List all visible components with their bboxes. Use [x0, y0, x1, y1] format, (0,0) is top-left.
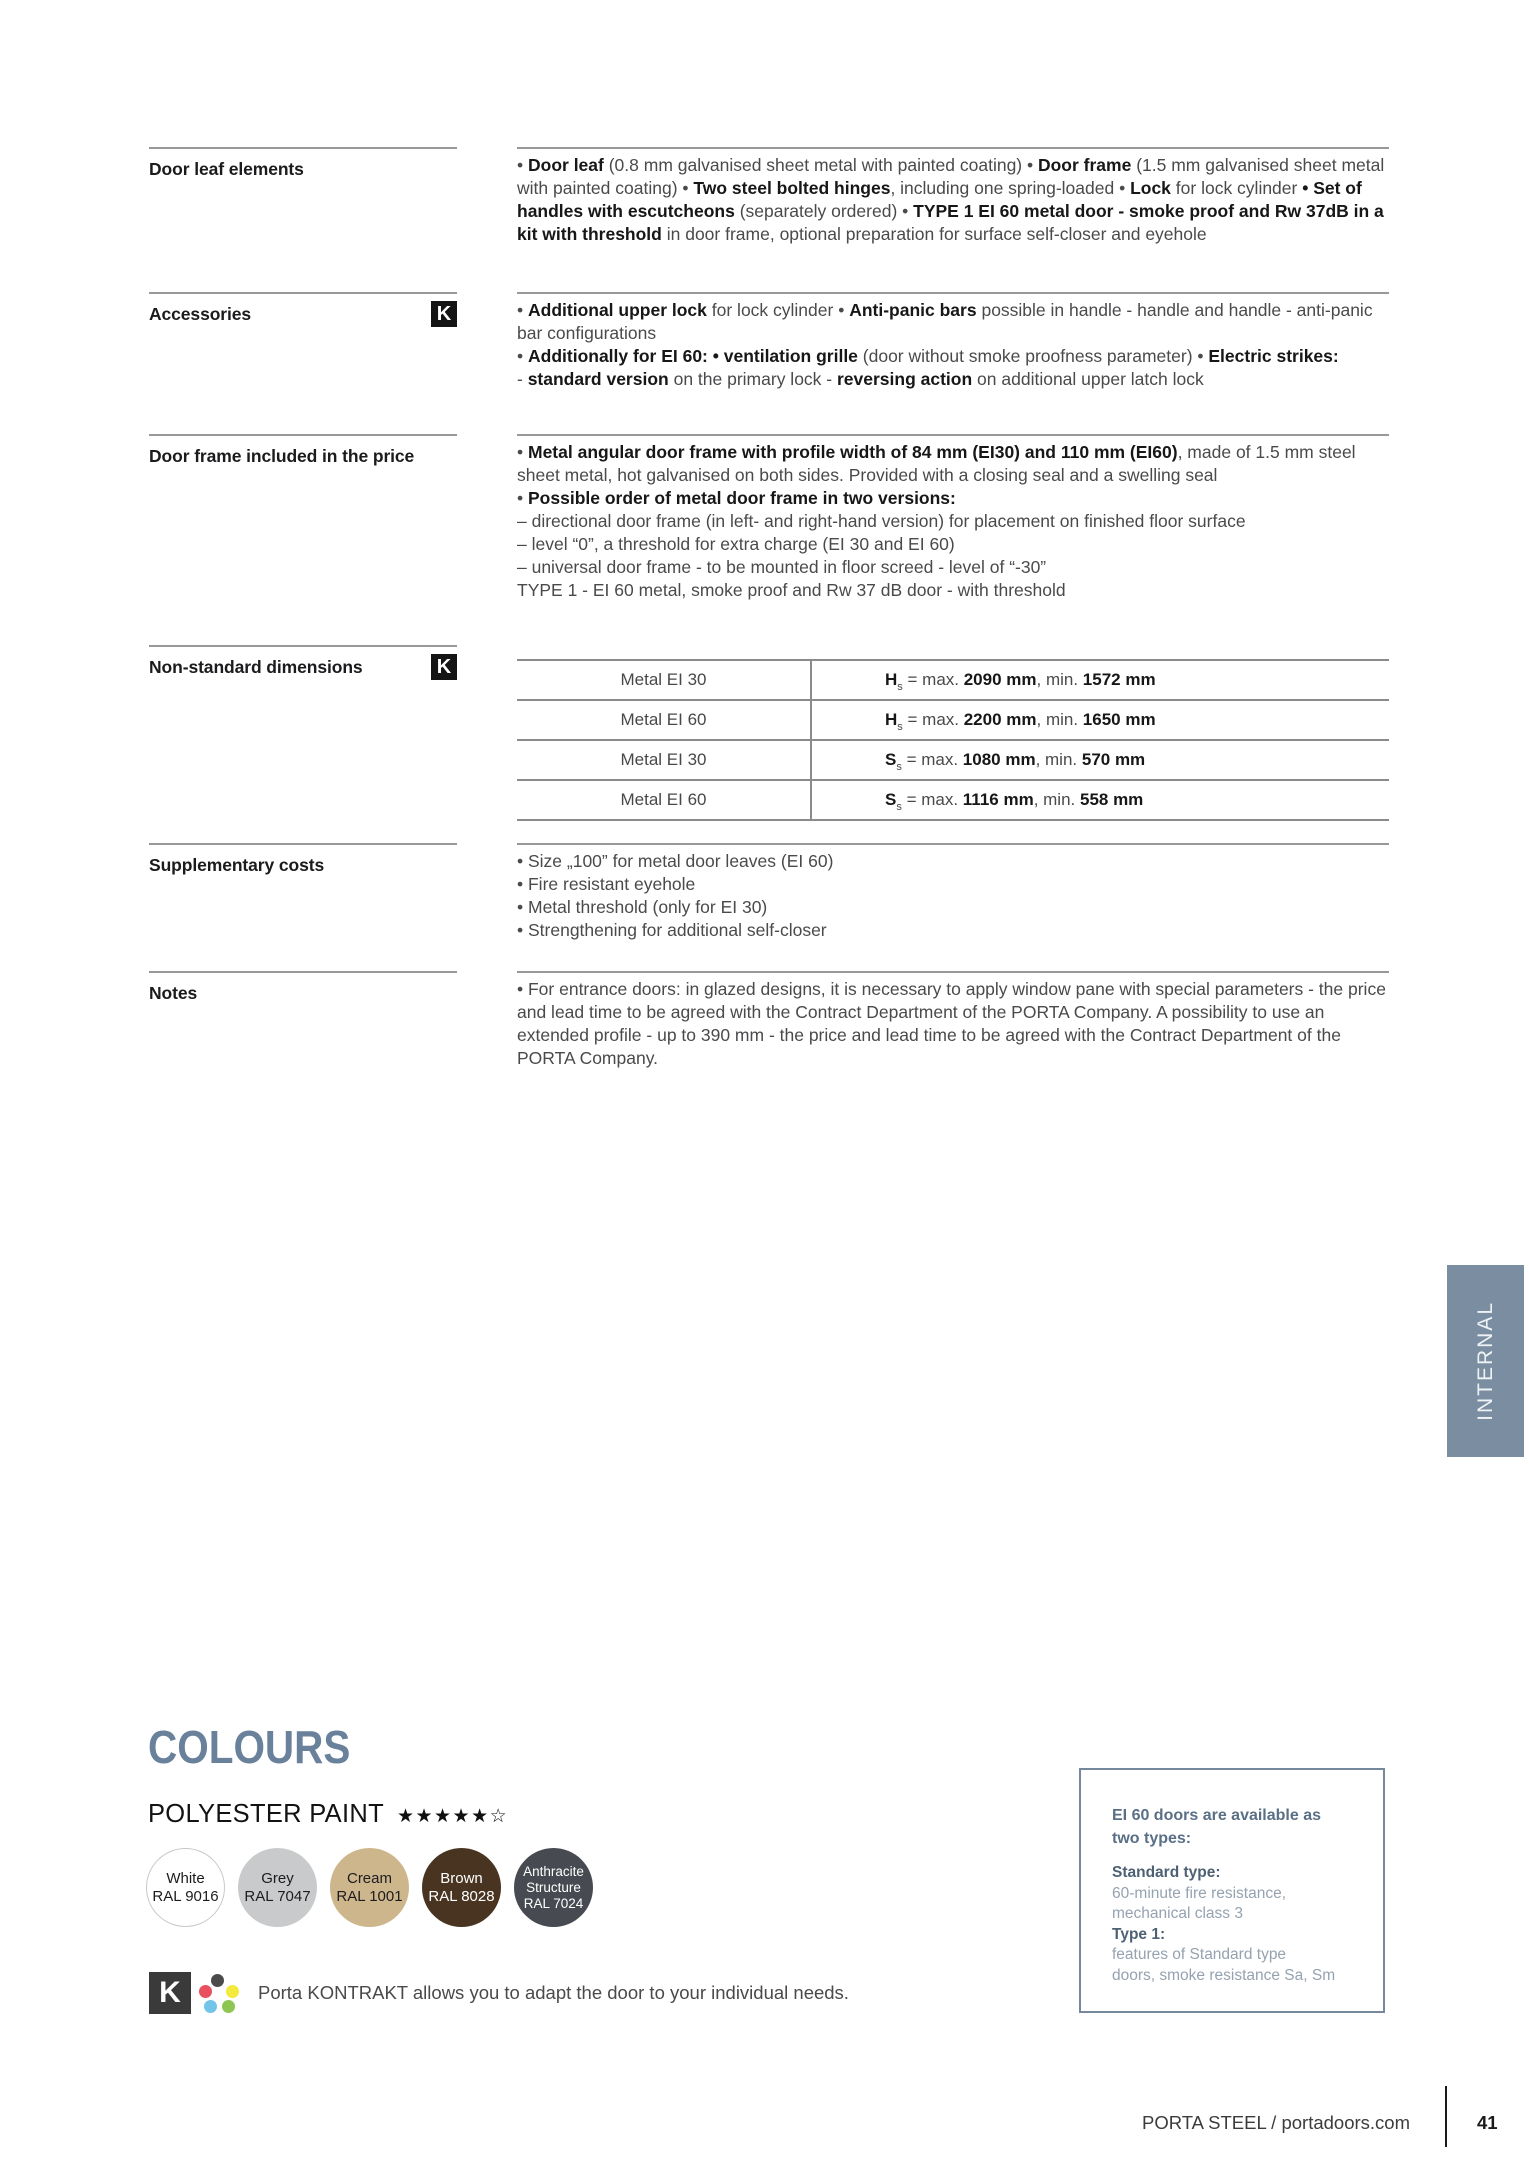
text-run: •	[517, 300, 528, 320]
text-run: • Size „100” for metal door leaves (EI 60)	[517, 851, 834, 871]
text-run: (1.5 mm galvanised sheet metal with painted coating) •	[517, 155, 1385, 198]
section-body-rule	[517, 147, 1389, 149]
text-run: Electric strikes:	[1208, 346, 1339, 366]
section-label: Notes	[149, 983, 198, 1003]
section-label-row	[149, 973, 457, 1004]
text-run: on the primary lock -	[668, 369, 837, 389]
swatch-label-line: RAL 7047	[244, 1887, 311, 1905]
text-run: on additional upper latch lock	[972, 369, 1204, 389]
dimension-symbol: H	[885, 710, 898, 729]
formula	[885, 670, 1156, 693]
kontrakt-note: Porta KONTRAKT allows you to adapt the door to your individual needs.	[258, 1982, 849, 2003]
min-label: , min.	[1036, 710, 1083, 729]
text-run: •	[517, 488, 528, 508]
min-value: 558 mm	[1079, 790, 1144, 809]
text-run: – universal door frame - to be mounted in floor screed - level of “-30”	[517, 557, 1047, 577]
text-run: Additionally for EI 60: • ventilation grille	[528, 346, 858, 366]
min-label: , min.	[1036, 670, 1083, 689]
footer-page-number: 41	[1477, 2112, 1498, 2133]
section-body	[517, 292, 1389, 391]
dimension-subscript: s	[896, 761, 902, 773]
paragraph	[517, 556, 1389, 579]
max-value: 2200 mm	[963, 710, 1037, 729]
section-body	[517, 147, 1389, 246]
text-run: (separately ordered) •	[734, 201, 914, 221]
paint-rating-stars: ★★★★★☆	[396, 1805, 509, 1827]
text-run: Door leaf	[528, 155, 604, 175]
text-run: for lock cylinder	[1170, 178, 1303, 198]
text-run: – directional door frame (in left- and right-hand version) for placement on finished floor surface	[517, 511, 1246, 531]
text-run: , including one spring-loaded •	[890, 178, 1131, 198]
formula-cell	[812, 781, 1389, 819]
dimension-symbol: S	[885, 790, 897, 809]
section-label-col	[149, 645, 457, 680]
dot-left	[199, 1985, 212, 1998]
ei60-info-box	[1079, 1768, 1385, 2013]
colour-swatch	[330, 1848, 409, 1927]
info-item-line: mechanical class 3	[1112, 1905, 1243, 1922]
swatch-label-line: RAL 8028	[428, 1887, 495, 1905]
colour-swatch-row	[146, 1848, 593, 1927]
text-run: • Set of handles with escutcheons	[517, 178, 1362, 221]
material-cell: Metal EI 30	[517, 741, 812, 779]
colour-swatch	[238, 1848, 317, 1927]
colours-heading: COLOURS	[148, 1721, 351, 1773]
min-value: 1650 mm	[1082, 710, 1156, 729]
paragraph	[517, 368, 1389, 391]
max-label: = max.	[901, 750, 963, 769]
swatch-label-line: Structure	[526, 1879, 581, 1895]
dot-bottom-right	[222, 2000, 235, 2013]
text-run: for lock cylinder •	[706, 300, 850, 320]
info-item-label: Type 1:	[1112, 1925, 1166, 1943]
kontrakt-badge-icon: K	[431, 654, 457, 680]
section-label: Supplementary costs	[149, 855, 325, 875]
dimension-subscript: s	[896, 801, 902, 813]
text-run: Additional upper lock	[528, 300, 707, 320]
side-tab-internal	[1447, 1265, 1524, 1457]
material-cell: Metal EI 60	[517, 781, 812, 819]
text-run: possible in handle - handle and handle - anti-panic bar configurations	[517, 300, 1373, 343]
swatch-label-line: RAL 9016	[152, 1887, 219, 1905]
section-label: Non-standard dimensions	[149, 657, 363, 677]
paragraph	[517, 510, 1389, 533]
section-body-rule	[517, 292, 1389, 294]
swatch-label-line: Anthracite	[523, 1863, 584, 1879]
dimension-symbol: H	[885, 670, 898, 689]
table-row	[517, 701, 1389, 741]
paragraph	[517, 441, 1389, 487]
section-label: Door frame included in the price	[149, 446, 415, 466]
paragraph	[517, 299, 1389, 345]
info-box-heading	[1112, 1804, 1363, 1850]
text-run: Door frame	[1037, 155, 1132, 175]
text-run: • Fire resistant eyehole	[517, 874, 696, 894]
paragraph	[517, 345, 1389, 368]
swatch-label-line: White	[166, 1870, 205, 1887]
material-cell: Metal EI 30	[517, 661, 812, 699]
table-row	[517, 781, 1389, 821]
material-cell: Metal EI 60	[517, 701, 812, 739]
min-value: 1572 mm	[1082, 670, 1156, 689]
min-label: , min.	[1033, 790, 1080, 809]
text-run: Lock	[1130, 178, 1171, 198]
paragraph	[517, 154, 1389, 246]
section-body	[517, 843, 1389, 942]
section-label-row	[149, 845, 457, 876]
min-value: 570 mm	[1081, 750, 1146, 769]
section-label-row	[149, 436, 457, 467]
paragraph	[517, 919, 1389, 942]
info-item-line: features of Standard type	[1112, 1946, 1287, 1963]
text-run: standard version	[527, 369, 669, 389]
formula	[885, 750, 1146, 773]
max-value: 1080 mm	[962, 750, 1036, 769]
table-row	[517, 661, 1389, 701]
swatch-label-line: RAL 1001	[336, 1887, 403, 1905]
text-run: (0.8 mm galvanised sheet metal with painted coating) •	[603, 155, 1038, 175]
footer-divider	[1445, 2086, 1447, 2147]
text-run: •	[517, 442, 528, 462]
kontrakt-badge-icon: K	[431, 301, 457, 327]
polyester-paint-label: POLYESTER PAINT	[148, 1800, 384, 1828]
side-tab-label: INTERNAL	[1473, 1301, 1497, 1421]
formula-cell	[812, 661, 1389, 699]
info-item-line: doors, smoke resistance Sa, Sm	[1112, 1966, 1336, 1984]
text-run: Anti-panic bars	[849, 300, 977, 320]
paragraph	[517, 533, 1389, 556]
text-run: •	[517, 155, 528, 175]
text-run: in door frame, optional preparation for surface self-closer and eyehole	[661, 224, 1207, 244]
paragraph	[517, 896, 1389, 919]
text-run: reversing action	[836, 369, 973, 389]
text-run: -	[517, 369, 528, 389]
max-value: 1116 mm	[962, 790, 1034, 809]
section-label-col	[149, 843, 457, 876]
text-run: • Metal threshold (only for EI 30)	[517, 897, 768, 917]
text-run: TYPE 1 EI 60 metal door - smoke proof and Rw 37dB in a kit with threshold	[517, 201, 1384, 244]
min-label: , min.	[1035, 750, 1082, 769]
text-run: • For entrance doors: in glazed designs, it is necessary to apply window pane with special parameters - the price and lead time to be agreed with the Contract Department of the PORTA Company. A possibility to use an extended profile - up to 390 mm - the price and lead time to be agreed with the Contract Department of the PORTA Company.	[517, 979, 1386, 1068]
info-item-line: 60-minute fire resistance,	[1112, 1884, 1287, 1902]
paragraph	[517, 579, 1389, 602]
formula	[885, 710, 1156, 733]
section-body-rule	[517, 434, 1389, 436]
section-label: Accessories	[149, 304, 252, 324]
info-item-label: Standard type:	[1112, 1864, 1221, 1881]
section-label: Door leaf elements	[149, 159, 304, 179]
dimension-symbol: S	[885, 750, 897, 769]
info-heading-line: two types:	[1112, 1830, 1192, 1847]
section-label-row	[149, 149, 457, 180]
paragraph	[517, 850, 1389, 873]
max-value: 2090 mm	[963, 670, 1037, 689]
formula-cell	[812, 741, 1389, 779]
kontrakt-logo	[149, 1972, 191, 2014]
dimensions-table	[517, 659, 1389, 821]
dot-bottom-left	[204, 2000, 217, 2013]
text-run: – level “0”, a threshold for extra charge (EI 30 and EI 60)	[517, 534, 955, 554]
swatch-label-line: Grey	[261, 1870, 294, 1887]
swatch-label-line: Cream	[346, 1870, 392, 1887]
section-label-col	[149, 434, 457, 467]
section-label-col	[149, 147, 457, 180]
kontrakt-logo-letter: K	[159, 1976, 181, 2009]
max-label: = max.	[902, 670, 964, 689]
section-label-col	[149, 292, 457, 327]
info-heading-line: EI 60 doors are available as	[1112, 1807, 1322, 1824]
dot-right	[226, 1985, 239, 1998]
text-run: •	[517, 346, 528, 366]
dot-top	[211, 1974, 224, 1987]
dimension-subscript: s	[897, 681, 903, 693]
text-run: , made of 1.5 mm steel sheet metal, hot galvanised on both sides. Provided with a closing seal and a swelling seal	[517, 442, 1356, 485]
text-run: (door without smoke proofness parameter) •	[857, 346, 1209, 366]
footer-brand: PORTA STEEL / portadoors.com	[1141, 2112, 1410, 2133]
section-body	[517, 971, 1389, 1070]
text-run: Possible order of metal door frame in two versions:	[528, 488, 956, 508]
colour-swatch	[146, 1848, 225, 1927]
section-body-rule	[517, 843, 1389, 845]
colour-swatch	[514, 1848, 593, 1927]
max-label: = max.	[901, 790, 963, 809]
polyester-paint-row	[148, 1800, 508, 1829]
section-body	[517, 434, 1389, 602]
formula-cell	[812, 701, 1389, 739]
colour-swatch	[422, 1848, 501, 1927]
text-run: • Strengthening for additional self-closer	[517, 920, 827, 940]
paragraph	[517, 873, 1389, 896]
text-run: Metal angular door frame with profile width of 84 mm (EI30) and 110 mm (EI60)	[528, 442, 1178, 462]
paragraph	[517, 487, 1389, 510]
paragraph	[517, 978, 1389, 1070]
kontrakt-dots-icon	[195, 1967, 241, 2013]
section-label-row	[149, 294, 457, 327]
table-row	[517, 741, 1389, 781]
section-label-col	[149, 971, 457, 1004]
formula	[885, 790, 1144, 813]
max-label: = max.	[902, 710, 964, 729]
dimension-subscript: s	[897, 721, 903, 733]
swatch-label-line: RAL 7024	[523, 1895, 584, 1911]
text-run: Two steel bolted hinges	[693, 178, 891, 198]
section-body-rule	[517, 971, 1389, 973]
section-label-row	[149, 647, 457, 680]
swatch-label-line: Brown	[440, 1870, 483, 1887]
info-box-items	[1112, 1863, 1363, 1986]
text-run: TYPE 1 - EI 60 metal, smoke proof and Rw 37 dB door - with threshold	[517, 580, 1066, 600]
